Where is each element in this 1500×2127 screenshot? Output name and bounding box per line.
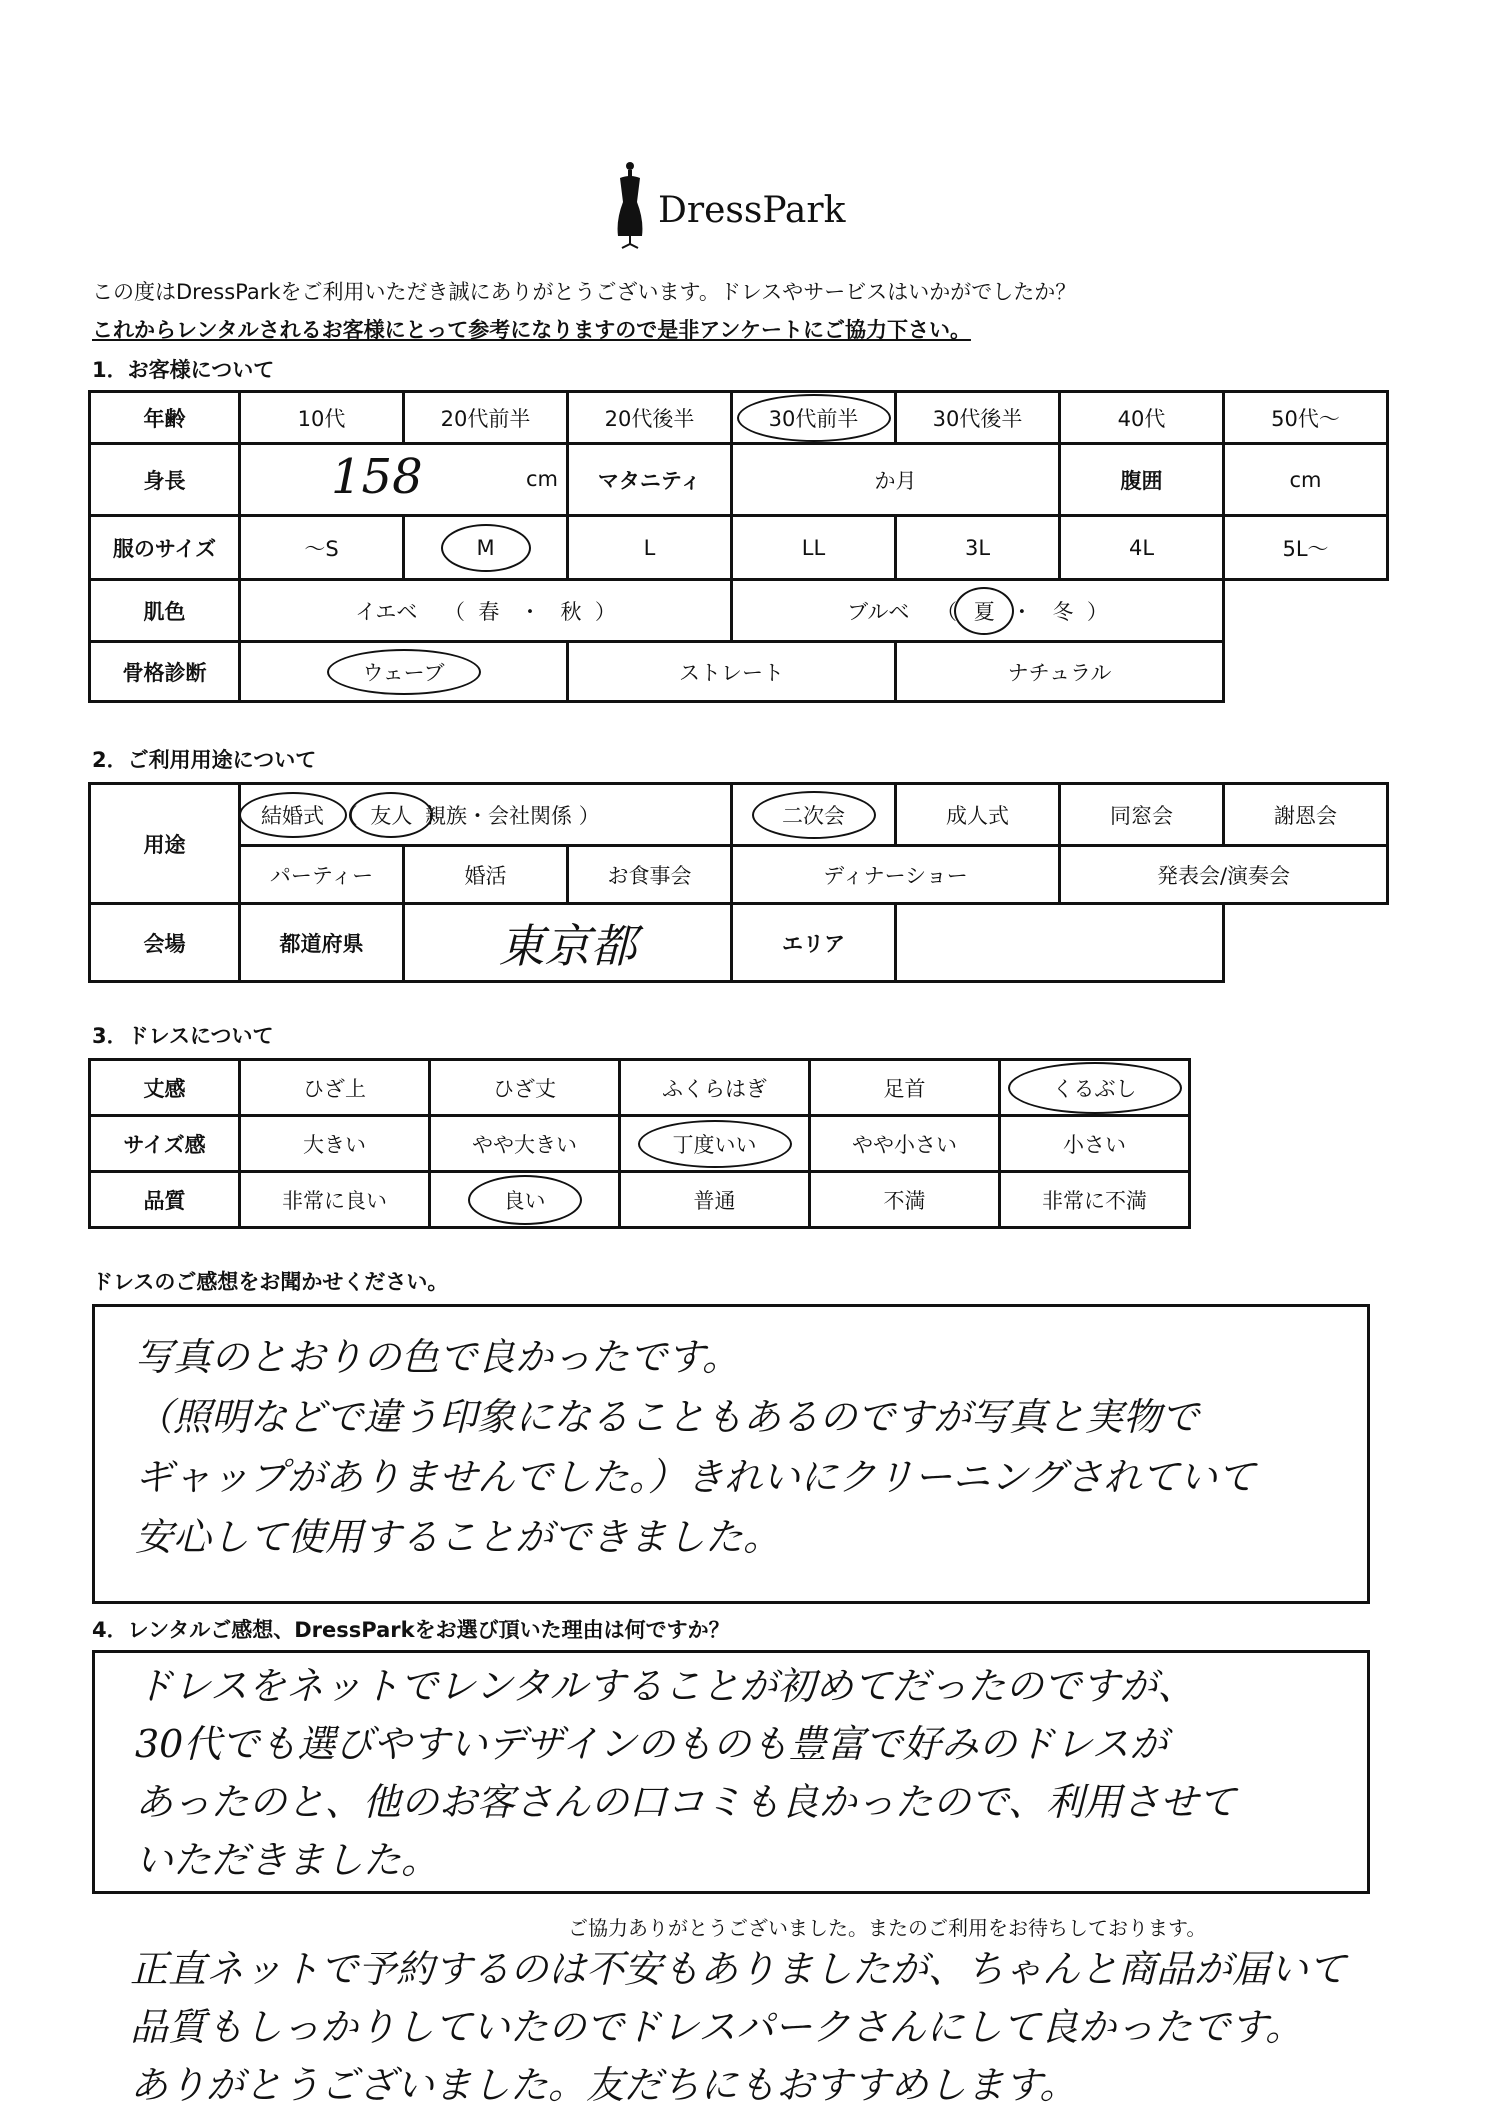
quality-option[interactable]: 不満 (810, 1172, 1000, 1228)
family-company-option[interactable]: 親族・会社関係 (425, 803, 573, 828)
size-row (90, 516, 1388, 580)
height-field[interactable] (240, 444, 568, 516)
waist-field[interactable] (1224, 444, 1388, 516)
height-label: 身長 (90, 444, 240, 516)
fit-option[interactable]: 大きい (240, 1116, 430, 1172)
size-label: 服のサイズ (90, 516, 240, 580)
area-field[interactable] (896, 904, 1224, 982)
age-option[interactable]: 50代～ (1224, 392, 1388, 444)
dress-mannequin-icon (610, 160, 650, 250)
prefecture-value: 東京都 (498, 918, 637, 973)
waist-unit: cm (1289, 467, 1322, 492)
age-option[interactable]: 10代 (240, 392, 404, 444)
frame-label: 骨格診断 (90, 642, 240, 702)
usage-option[interactable]: ディナーショー (732, 846, 1060, 904)
rental-reason-text: ドレスをネットでレンタルすることが初めてだったのですが、 30代でも選びやすいデザインのものも豊富で好みのドレスが あったのと、他のお客さんの口コミも良かったので、利用させて いただきました。 (135, 1664, 1236, 1882)
length-option[interactable]: ひざ丈 (430, 1060, 620, 1116)
quality-label: 品質 (90, 1172, 240, 1228)
height-row (90, 444, 1388, 516)
customer-table (88, 390, 1389, 703)
wedding-option-selected[interactable]: 結婚式 (255, 800, 330, 830)
wedding-option[interactable]: 結婚式 （ 友人 親族・会社関係 ） (240, 784, 732, 846)
usage-option[interactable]: 同窓会 (1060, 784, 1224, 846)
dress-comment-text: 写真のとおりの色で良かったです。 （照明などで違う印象になることもあるのですが写真と実物で ギャップがありませんでした。）きれいにクリーニングされていて 安心して使用することができました。 (135, 1335, 1256, 1559)
age-option-selected[interactable]: 30代前半 (732, 392, 896, 444)
intro-request-line: これからレンタルされるお客様にとって参考になりますので是非アンケートにご協力下さい。 (92, 318, 971, 342)
skin-row (90, 580, 1388, 642)
maternity-label: マタニティ (568, 444, 732, 516)
fit-option-selected[interactable]: 丁度いい (620, 1116, 810, 1172)
waist-label: 腹囲 (1060, 444, 1224, 516)
dress-comment-box[interactable] (92, 1304, 1370, 1604)
section-3-title: 3．ドレスについて (92, 1024, 274, 1048)
summer-option-selected[interactable]: 夏 (964, 596, 1005, 626)
dress-comment-title: ドレスのご感想をお聞かせください。 (92, 1270, 449, 1294)
frame-option[interactable]: ストレート (568, 642, 896, 702)
frame-option-selected[interactable]: ウェーブ (240, 642, 568, 702)
age-row (90, 392, 1388, 444)
usage-option[interactable]: 成人式 (896, 784, 1060, 846)
section-1-title: 1．お客様について (92, 358, 275, 382)
friend-option-selected[interactable]: 友人 (364, 800, 418, 830)
quality-option[interactable]: 非常に不満 (1000, 1172, 1190, 1228)
venue-label: 会場 (90, 904, 240, 982)
size-option[interactable]: ～S (240, 516, 404, 580)
frame-row (90, 642, 1388, 702)
skin-label: 肌色 (90, 580, 240, 642)
months-unit: か月 (874, 468, 917, 493)
height-unit: cm (525, 467, 558, 491)
rental-reason-box[interactable] (92, 1650, 1370, 1894)
yellow-base-option[interactable]: イエベ （ 春 ・ 秋 ） (240, 580, 732, 642)
usage-table (88, 782, 1389, 983)
age-label: 年齢 (90, 392, 240, 444)
thanks-message: ご協力ありがとうございました。またのご利用をお待ちしております。 (568, 1916, 1207, 1940)
frame-option[interactable]: ナチュラル (896, 642, 1224, 702)
age-option[interactable]: 40代 (1060, 392, 1224, 444)
usage-option[interactable]: パーティー (240, 846, 404, 904)
size-option[interactable]: L (568, 516, 732, 580)
quality-option-selected[interactable]: 良い (430, 1172, 620, 1228)
length-option[interactable]: ひざ上 (240, 1060, 430, 1116)
fit-option[interactable]: やや小さい (810, 1116, 1000, 1172)
age-option[interactable]: 20代前半 (404, 392, 568, 444)
closing-comment-text: 正直ネットで予約するのは不安もありましたが、ちゃんと商品が届いて 品質もしっかりしていたのでドレスパークさんにして良かったです。 ありがとうございました。友だちにもおすすめします。 (130, 1947, 1347, 2107)
size-option-selected[interactable]: M (404, 516, 568, 580)
height-value: 158 (331, 449, 423, 505)
usage-option[interactable]: 謝恩会 (1224, 784, 1388, 846)
fit-label: サイズ感 (90, 1116, 240, 1172)
size-option[interactable]: LL (732, 516, 896, 580)
maternity-months-field[interactable] (732, 444, 1060, 516)
length-option[interactable]: 足首 (810, 1060, 1000, 1116)
area-label: エリア (732, 904, 896, 982)
age-option[interactable]: 20代後半 (568, 392, 732, 444)
section-2-title: 2．ご利用用途について (92, 748, 317, 772)
usage-option[interactable]: お食事会 (568, 846, 732, 904)
length-option-selected[interactable]: くるぶし (1000, 1060, 1190, 1116)
quality-option[interactable]: 普通 (620, 1172, 810, 1228)
prefecture-field[interactable] (404, 904, 732, 982)
quality-option[interactable]: 非常に良い (240, 1172, 430, 1228)
brand-logo (610, 160, 910, 250)
prefecture-label: 都道府県 (240, 904, 404, 982)
length-option[interactable]: ふくらはぎ (620, 1060, 810, 1116)
fit-option[interactable]: 小さい (1000, 1116, 1190, 1172)
size-option[interactable]: 5L～ (1224, 516, 1388, 580)
size-option[interactable]: 4L (1060, 516, 1224, 580)
intro-line: この度はDressParkをご利用いただき誠にありがとうございます。ドレスやサービスはいかがでしたか？ (92, 280, 1077, 304)
usage-option[interactable]: 発表会/演奏会 (1060, 846, 1388, 904)
brand-name: DressPark (658, 190, 846, 231)
blue-base-option[interactable]: ブルベ （ 夏 ・ 冬 ） (732, 580, 1224, 642)
age-option[interactable]: 30代後半 (896, 392, 1060, 444)
dress-table (88, 1058, 1191, 1229)
usage-option[interactable]: 婚活 (404, 846, 568, 904)
section-4-title: 4．レンタルご感想、DressParkをお選び頂いた理由は何ですか？ (92, 1618, 730, 1642)
afterparty-option-selected[interactable]: 二次会 (732, 784, 896, 846)
usage-label: 用途 (90, 784, 240, 904)
size-option[interactable]: 3L (896, 516, 1060, 580)
fit-option[interactable]: やや大きい (430, 1116, 620, 1172)
length-label: 丈感 (90, 1060, 240, 1116)
